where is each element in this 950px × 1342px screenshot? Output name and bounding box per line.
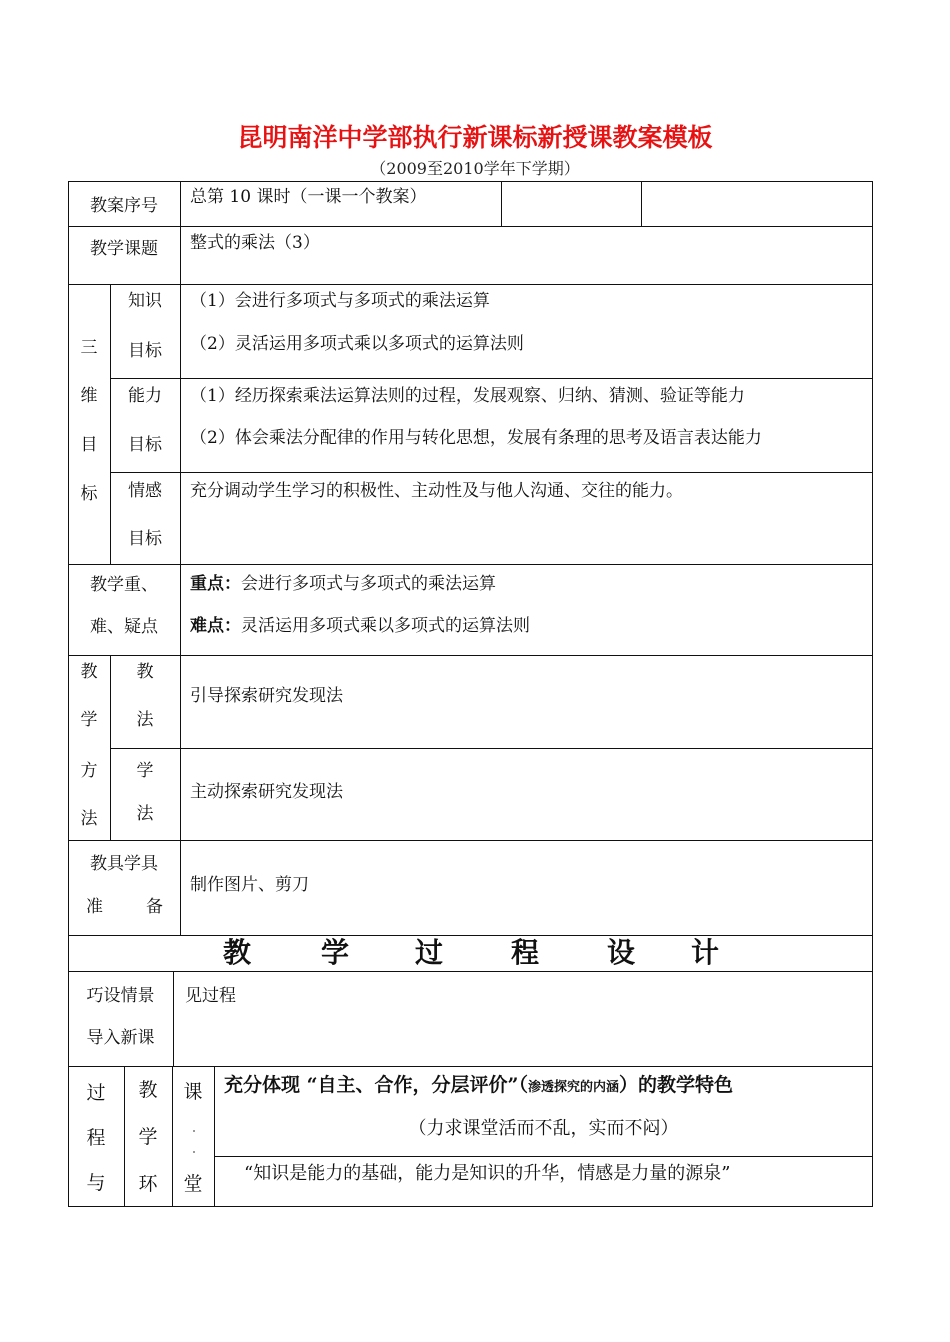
key-point-text: 会进行多项式与多项式的乘法运算 <box>241 574 496 594</box>
difficult-point <box>190 615 530 637</box>
tools-label-2b: 备 <box>146 897 163 917</box>
document-subtitle: （2009至2010学年下学期） <box>370 159 580 178</box>
document-title: 昆明南洋中学部执行新课标新授课教案模板 <box>237 123 713 152</box>
teach-method-label: 教 <box>136 662 154 682</box>
lesson-topic-label: 教学课题 <box>90 239 158 259</box>
dot-mark <box>193 1130 195 1132</box>
tools-text: 制作图片、剪刀 <box>190 875 309 895</box>
lesson-topic-value: 整式的乘法（3） <box>190 233 320 253</box>
knowledge-goal-label: 知识 <box>128 291 162 311</box>
learn-method-label-2: 法 <box>136 804 154 824</box>
ability-goal-label-2: 目标 <box>128 435 162 455</box>
keypoints-label-2: 难、疑点 <box>90 617 158 637</box>
teach-method-text: 引导探索研究发现法 <box>190 686 343 706</box>
difficult-point-label: 难点： <box>190 616 241 636</box>
keypoints-label: 教学重、 <box>90 575 158 595</box>
knowledge-goal-item: （1）会进行多项式与多项式的乘法运算 <box>190 291 490 311</box>
emotion-goal-label-2: 目标 <box>128 529 162 549</box>
dot-mark <box>193 1151 195 1153</box>
learn-method-text: 主动探索研究发现法 <box>190 782 343 802</box>
intro-label: 巧设情景 <box>86 986 155 1006</box>
emotion-goal-label: 情感 <box>128 481 162 501</box>
teaching-motto: （力求课堂活而不乱，实而不闷） <box>408 1118 679 1139</box>
key-point-label: 重点： <box>190 574 241 594</box>
ability-goal-item: （2）体会乘法分配律的作用与转化思想，发展有条理的思考及语言表达能力 <box>190 428 762 448</box>
intro-text: 见过程 <box>185 986 236 1006</box>
knowledge-goal-item: （2）灵活运用多项式乘以多项式的运算法则 <box>190 334 524 354</box>
teaching-quote: “知识是能力的基础，能力是知识的升华，情感是力量的源泉” <box>244 1163 731 1184</box>
knowledge-goal-label-2: 目标 <box>128 341 162 361</box>
feature-small-text: 渗透探究的内涵 <box>527 1080 619 1095</box>
emotion-goal-text: 充分调动学生学习的积极性、主动性及与他人沟通、交往的能力。 <box>190 481 683 501</box>
learn-method-label: 学 <box>136 761 154 781</box>
tools-label: 教具学具 <box>90 854 158 874</box>
intro-label-2: 导入新课 <box>86 1028 155 1048</box>
ability-goal-item: （1）经历探索乘法运算法则的过程，发展观察、归纳、猜测、验证等能力 <box>190 386 745 406</box>
ability-goal-label: 能力 <box>128 386 162 406</box>
teaching-feature-line: 充分体现 “自主、合作，分层评价”（渗透探究的内涵）的教学特色 <box>224 1074 734 1096</box>
difficult-point-text: 灵活运用多项式乘以多项式的运算法则 <box>241 616 530 636</box>
tools-label-2a: 准 <box>86 897 103 917</box>
lesson-number-value: 总第 10 课时（一课一个教案） <box>190 187 427 207</box>
lesson-number-label: 教案序号 <box>90 196 158 216</box>
key-point <box>190 573 496 595</box>
teach-method-label-2: 法 <box>136 710 154 730</box>
